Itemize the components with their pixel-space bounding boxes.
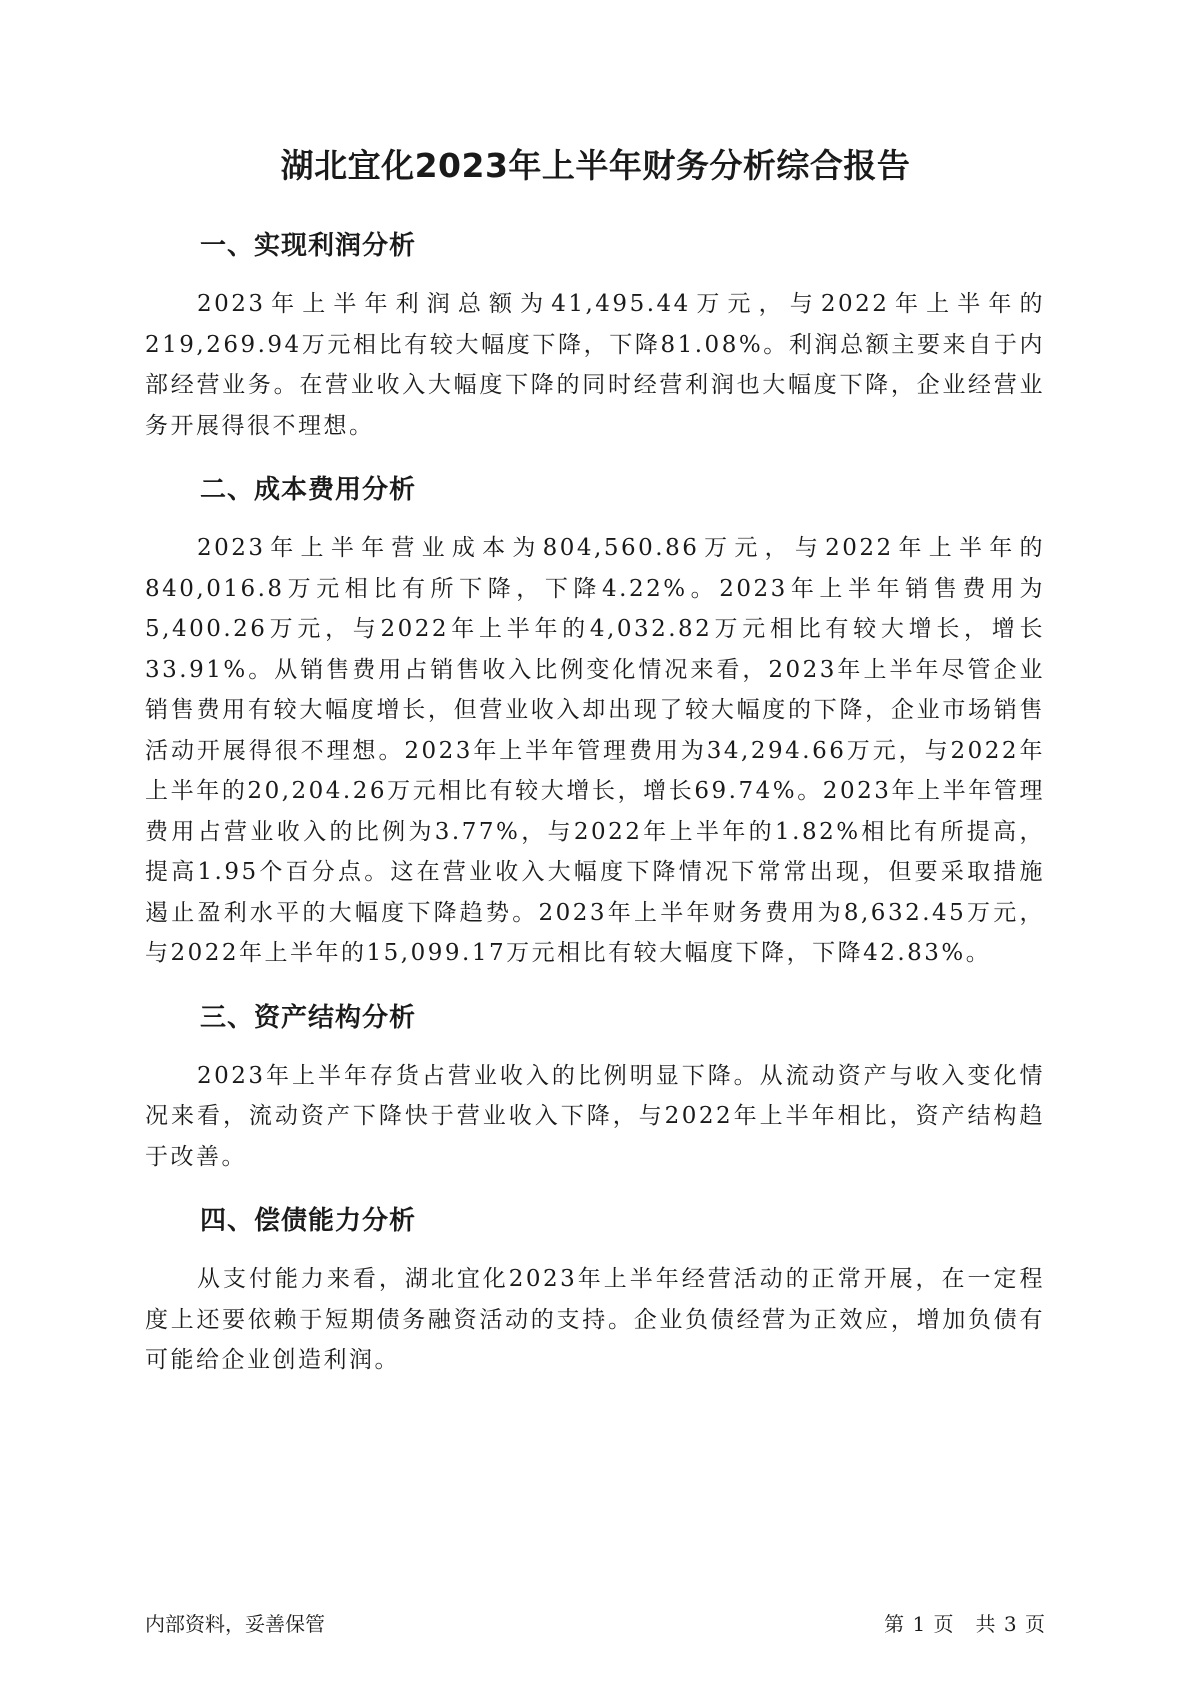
page-mid: 页 共 (933, 1612, 997, 1636)
document-title: 湖北宜化2023年上半年财务分析综合报告 (280, 146, 911, 185)
page-current: 1 (912, 1612, 927, 1636)
section-paragraph-cost: 2023年上半年营业成本为804,560.86万元，与2022年上半年的840,016.8万元相比有所下降，下降4.22%。2023年上半年销售费用为5,400.26万元，与2022年上半年的4,032.82万元相比有较大增长，增长33.91%。从销售费用占销售收入比例变化情况来看，2023年上半年尽管企业销售费用有较大幅度增长，但营业收入却出现了较大幅度的下降，企业市场销售活动开展得很不理想。2023年上半年管理费用为34,294.66万元，与2022年上半年的20,204.26万元相比有较大增长，增长69.74%。2023年上半年管理费用占营业收入的比例为3.77%，与2022年上半年的1.82%相比有所提高，提高1.95个百分点。这在营业收入大幅度下降情况下常常出现，但要采取措施遏止盈利水平的大幅度下降趋势。2023年上半年财务费用为8,632.45万元，与2022年上半年的15,099.17万元相比有较大幅度下降，下降42.83%。 (145, 535, 1045, 966)
section-heading-assets: 三、资产结构分析 (200, 1002, 417, 1033)
section-paragraph-profit: 2023年上半年利润总额为41,495.44万元，与2022年上半年的219,269.94万元相比有较大幅度下降，下降81.08%。利润总额主要来自于内部经营业务。在营业收入大幅度下降的同时经营利润也大幅度下降，企业经营业务开展得很不理想。 (145, 291, 1045, 439)
section-paragraph-assets: 2023年上半年存货占营业收入的比例明显下降。从流动资产与收入变化情况来看，流动资产下降快于营业收入下降，与2022年上半年相比，资产结构趋于改善。 (145, 1062, 1045, 1170)
section-heading-cost: 二、成本费用分析 (200, 475, 417, 505)
section-heading-profit: 一、实现利润分析 (200, 231, 417, 261)
footer-page-number (884, 1610, 1046, 1638)
section-paragraph-solvency: 从支付能力来看，湖北宜化2023年上半年经营活动的正常开展，在一定程度上还要依赖于短期债务融资活动的支持。企业负债经营为正效应，增加负债有可能给企业创造利润。 (145, 1266, 1045, 1373)
page-suffix: 页 (1025, 1612, 1046, 1636)
page-total: 3 (1003, 1612, 1018, 1636)
footer-confidential-note: 内部资料，妥善保管 (145, 1612, 325, 1636)
section-heading-solvency: 四、偿债能力分析 (200, 1206, 417, 1236)
page-prefix: 第 (884, 1612, 906, 1636)
document-body (145, 226, 1045, 1405)
